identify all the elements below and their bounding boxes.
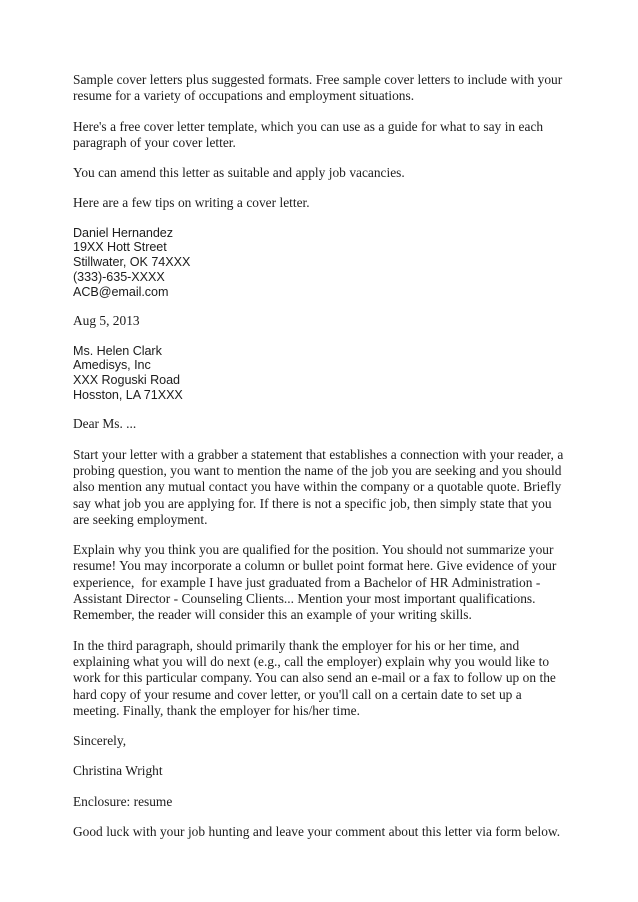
sender-street: 19XX Hott Street <box>73 240 167 255</box>
recipient-street: XXX Roguski Road <box>73 373 181 387</box>
letter-date: Aug 5, 2013 <box>73 313 140 329</box>
sender-phone: (333)-635-XXXX <box>73 269 165 284</box>
valediction: Sincerely, <box>73 733 127 749</box>
intro-paragraph-4: Here are a few tips on writing a cover letter. <box>73 195 310 211</box>
body-paragraph-1: Start your letter with a grabber a statement that establishes a connection with your reader, a probing question, you want to mention the name of the job you are seeking and you should also mention any mutual contact you have within the company or a quotable quote. Briefly say what job you are applying for. If there is not a specific job, then simply state that you are seeking employment. <box>73 446 567 527</box>
signature-name: Christina Wright <box>73 763 163 779</box>
sender-city-state-zip: Stillwater, OK 74XXX <box>73 255 191 270</box>
enclosure-note: Enclosure: resume <box>73 793 173 809</box>
intro-paragraph-3: You can amend this letter as suitable and apply job vacancies. <box>73 165 405 181</box>
sender-name: Daniel Hernandez <box>73 225 174 240</box>
body-paragraph-3: In the third paragraph, should primarily thank the employer for his or her time, and explaining what you will do next (e.g., call the employer) explain why you would like to work for this particular company. You can also send an e-mail or a fax to follow up on the hard copy of your resume and cover letter, or you'll call on a certain date to set up a meeting. Finally, thank the employer for his/her time. <box>73 637 560 718</box>
intro-paragraph-2: Here's a free cover letter template, which you can use as a guide for what to say in each paragraph of your cover letter. <box>73 118 547 150</box>
body-paragraph-2: Explain why you think you are qualified for the position. You should not summarize your resume! You may incorporate a column or bullet point format here. Give evidence of your experience, for example I have just graduated from a Bachelor of HR Administration - Assistant Director - Counseling Clients... Mention your most important qualifications. Remember, the reader will consider this an example of your writing skills. <box>73 542 560 623</box>
cover-letter-body <box>73 72 569 854</box>
intro-paragraph-1: Sample cover letters plus suggested formats. Free sample cover letters to include with your resume for a variety of occupations and employment situations. <box>73 72 566 104</box>
footer-note: Good luck with your job hunting and leave your comment about this letter via form below. <box>73 824 561 840</box>
sender-email: ACB@email.com <box>73 284 169 299</box>
salutation: Dear Ms. ... <box>73 416 137 432</box>
sender-address-block <box>73 226 569 300</box>
recipient-name: Ms. Helen Clark <box>73 343 162 358</box>
recipient-city-state-zip: Hosston, LA 71XXX <box>73 387 183 402</box>
recipient-company: Amedisys, Inc <box>73 358 151 373</box>
recipient-address-block <box>73 344 569 403</box>
